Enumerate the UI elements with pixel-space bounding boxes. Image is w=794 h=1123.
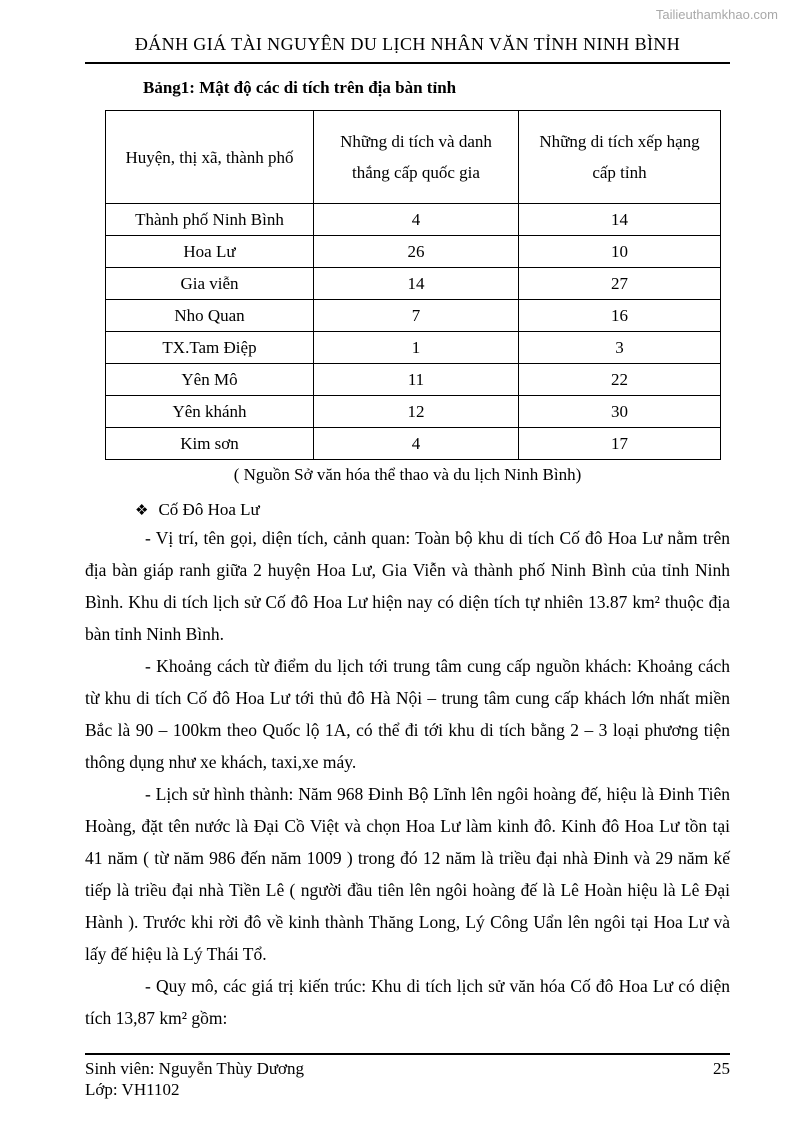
table-row — [106, 268, 721, 300]
footer-class: Lớp: VH1102 — [85, 1080, 180, 1099]
table-cell: 14 — [314, 268, 519, 300]
table-cell: 16 — [519, 300, 721, 332]
table-cell: 22 — [519, 364, 721, 396]
density-table — [105, 110, 721, 460]
diamond-bullet-icon: ❖ — [135, 503, 149, 519]
table-cell: Kim sơn — [106, 428, 314, 460]
table-header-row — [106, 111, 721, 204]
table-cell: 7 — [314, 300, 519, 332]
body-text — [85, 522, 730, 1034]
table-source-caption: ( Nguồn Sở văn hóa thể thao và du lịch Ninh Bình) — [233, 465, 582, 484]
table-title: Bảng1: Mật độ các di tích trên địa bàn tỉnh — [143, 78, 457, 97]
table-cell: Gia viễn — [106, 268, 314, 300]
paragraph-location: - Vị trí, tên gọi, diện tích, cảnh quan: Toàn bộ khu di tích Cố đô Hoa Lư nằm trên địa bàn giáp ranh giữa 2 huyện Hoa Lư, Gia Viễn và thành phố Ninh Bình của tỉnh Ninh Bình. Khu di tích lịch sử Cố đô Hoa Lư hiện nay có diện tích tự nhiên 13.87 km² thuộc địa bàn tỉnh Ninh Bình. — [85, 528, 730, 644]
section-title: Cố Đô Hoa Lư — [158, 500, 260, 519]
table-row — [106, 428, 721, 460]
table-row — [106, 204, 721, 236]
paragraph-distance: - Khoảng cách từ điểm du lịch tới trung tâm cung cấp nguồn khách: Khoảng cách từ khu di tích Cố đô Hoa Lư tới thủ đô Hà Nội – trung tâm cung cấp khách lớn nhất miền Bắc là 90 – 100km theo Quốc lộ 1A, có thể đi tới khu di tích bằng 2 – 3 loại phương tiện thông dụng như xe khách, taxi,xe máy. — [85, 656, 730, 772]
table-row — [106, 332, 721, 364]
table-cell: 26 — [314, 236, 519, 268]
table-header-cell: Huyện, thị xã, thành phố — [106, 111, 314, 204]
table-cell: 4 — [314, 428, 519, 460]
table-cell: 27 — [519, 268, 721, 300]
table-cell: 17 — [519, 428, 721, 460]
table-cell: 3 — [519, 332, 721, 364]
table-cell: Hoa Lư — [106, 236, 314, 268]
table-cell: TX.Tam Điệp — [106, 332, 314, 364]
table-row — [106, 236, 721, 268]
table-cell: 30 — [519, 396, 721, 428]
footer-student-name: Sinh viên: Nguyễn Thùy Dương — [85, 1059, 305, 1078]
document-page — [85, 0, 730, 1123]
table-cell: 12 — [314, 396, 519, 428]
table-cell: Thành phố Ninh Bình — [106, 204, 314, 236]
section-heading — [135, 500, 730, 520]
table-row — [106, 300, 721, 332]
table-cell: 14 — [519, 204, 721, 236]
table-header-cell: Những di tích xếp hạng cấp tỉnh — [519, 111, 721, 204]
table-cell: Nho Quan — [106, 300, 314, 332]
table-cell: Yên Mô — [106, 364, 314, 396]
table-cell: 11 — [314, 364, 519, 396]
table-cell: 4 — [314, 204, 519, 236]
table-cell: 1 — [314, 332, 519, 364]
footer-page-number: 25 — [713, 1059, 730, 1078]
table-cell: 10 — [519, 236, 721, 268]
table-cell: Yên khánh — [106, 396, 314, 428]
paragraph-history: - Lịch sử hình thành: Năm 968 Đinh Bộ Lĩnh lên ngôi hoàng đế, hiệu là Đinh Tiên Hoàng, đặt tên nước là Đại Cồ Việt và chọn Hoa Lư làm kinh đô. Kinh đô Hoa Lư tồn tại 41 năm ( từ năm 986 đến năm 1009 ) trong đó 12 năm là triều đại nhà Đinh và 29 năm kế tiếp là triều đại nhà Tiền Lê ( người đầu tiên lên ngôi hoàng đế là Lê Hoàn hiệu là Lê Đại Hành ). Trước khi rời đô về kinh thành Thăng Long, Lý Công Uẩn lên ngôi tại Hoa Lư và lấy đế hiệu là Lý Thái Tổ. — [85, 784, 730, 964]
page-header-title: ĐÁNH GIÁ TÀI NGUYÊN DU LỊCH NHÂN VĂN TỈNH NINH BÌNH — [134, 34, 681, 54]
table-header-cell: Những di tích và danh thắng cấp quốc gia — [314, 111, 519, 204]
page-footer — [85, 1053, 730, 1100]
table-row — [106, 364, 721, 396]
watermark: Tailieuthamkhao.com — [655, 7, 778, 22]
header-divider — [85, 62, 730, 64]
paragraph-scale: - Quy mô, các giá trị kiến trúc: Khu di tích lịch sử văn hóa Cố đô Hoa Lư có diện tích 13,87 km² gồm: — [85, 976, 730, 1028]
table-row — [106, 396, 721, 428]
